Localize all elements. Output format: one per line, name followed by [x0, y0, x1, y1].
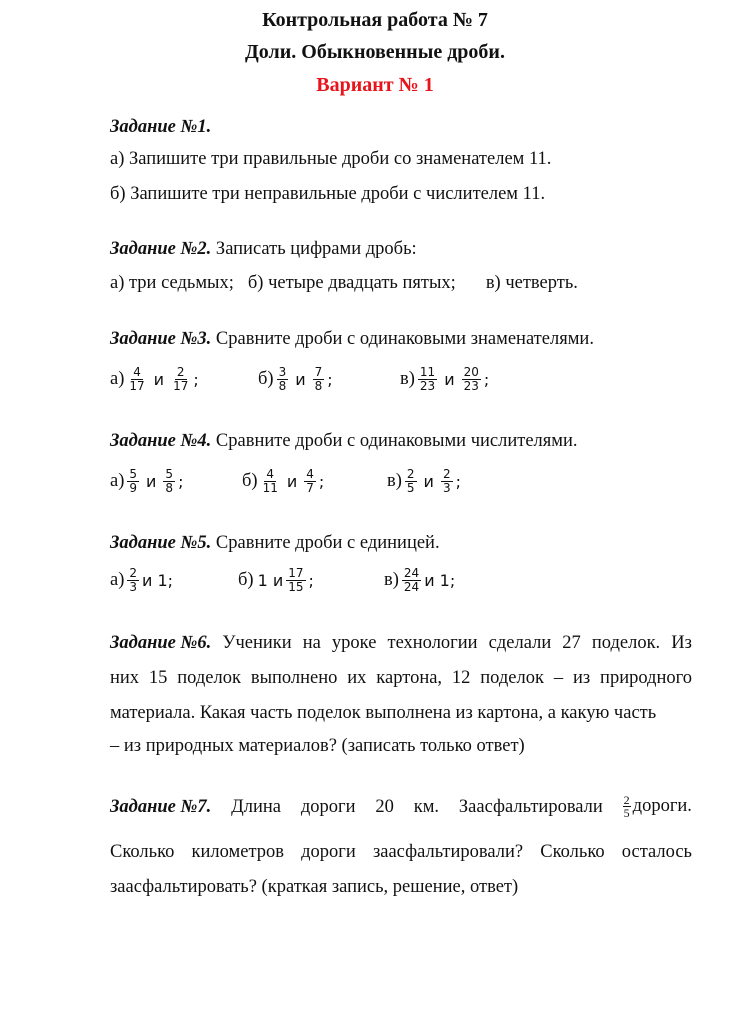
- compare-item: [387, 468, 461, 495]
- denominator: 3: [129, 580, 138, 594]
- item-label: в): [400, 369, 415, 389]
- fraction-phrase: [623, 794, 692, 819]
- task-heading: Задание №6.: [110, 633, 212, 653]
- task2-title: [110, 237, 417, 261]
- task-heading: Задание №2.: [110, 239, 212, 259]
- denominator: 23: [463, 379, 479, 393]
- denominator: 7: [306, 481, 314, 495]
- word: 20: [375, 796, 394, 817]
- task-heading: Задание №1.: [110, 117, 212, 137]
- task5-item-c: [384, 567, 455, 594]
- fraction: [171, 366, 190, 393]
- task-text: Сравните дроби с единицей.: [211, 533, 440, 553]
- item-a: а) три седьмых;: [110, 273, 234, 293]
- denominator: 8: [278, 379, 287, 393]
- task-text: Сравните дроби с одинаковыми знаменателями.: [211, 329, 594, 349]
- conjunction: и: [286, 472, 298, 491]
- denominator: 5: [406, 481, 415, 495]
- word: Заасфальтировали: [458, 796, 603, 817]
- word: 27: [562, 633, 581, 653]
- word: Из: [671, 633, 692, 653]
- compare-item: [400, 366, 489, 393]
- task7-line1: [110, 794, 692, 819]
- fraction: [286, 567, 305, 594]
- denominator: 5: [623, 806, 630, 821]
- fraction: [261, 468, 280, 495]
- numerator: 2: [623, 793, 630, 808]
- word: уроке: [331, 633, 377, 653]
- denominator: 8: [165, 481, 174, 495]
- word: поделок.: [591, 633, 661, 653]
- numerator: 17: [288, 566, 304, 580]
- item-label: в): [384, 570, 399, 590]
- variant-label: Вариант № 1: [316, 74, 434, 96]
- fraction: [163, 468, 175, 495]
- denominator: 17: [173, 379, 189, 393]
- denominator: 11: [262, 481, 278, 495]
- task7-line3: заасфальтировать? (краткая запись, решение, ответ): [110, 877, 519, 897]
- numerator: 2: [442, 467, 451, 481]
- denominator: 9: [129, 481, 138, 495]
- semicolon: ;: [318, 472, 325, 491]
- denominator: 17: [129, 379, 145, 393]
- task1-b: б) Запишите три неправильные дроби с числителем 11.: [110, 184, 546, 204]
- semicolon: ;: [455, 472, 461, 491]
- fraction: [405, 468, 417, 495]
- fraction: [304, 468, 316, 495]
- denominator: 3: [442, 481, 451, 495]
- word: дороги: [301, 842, 356, 862]
- task-text: Записать цифрами дробь:: [211, 239, 417, 259]
- word: Длина: [231, 796, 282, 817]
- task-heading: Задание №7.: [110, 796, 212, 817]
- item-c: в) четверть.: [485, 273, 578, 293]
- item-label: а): [110, 570, 125, 590]
- word: Сколько: [540, 842, 605, 862]
- word: Ученики: [222, 633, 292, 653]
- semicolon: ;: [178, 472, 184, 491]
- denominator: 15: [288, 580, 304, 594]
- word: заасфальтировали?: [372, 842, 524, 862]
- word: дороги.: [632, 796, 692, 816]
- fraction: [127, 567, 139, 594]
- conjunction: и: [153, 370, 165, 389]
- task6-line3: материала. Какая часть поделок выполнена из картона, а какую часть: [110, 703, 657, 723]
- numerator: 2: [176, 365, 185, 379]
- conjunction: и: [423, 472, 434, 491]
- fraction: [127, 366, 146, 393]
- doc-subtitle: Доли. Обыкновенные дроби.: [245, 41, 505, 63]
- numerator: 7: [314, 365, 323, 379]
- word: км.: [413, 796, 440, 817]
- task2-items: [110, 271, 578, 295]
- item-text: и 1;: [142, 571, 174, 590]
- denominator: 24: [403, 580, 420, 594]
- compare-item: [242, 468, 324, 495]
- conjunction: и: [146, 472, 157, 491]
- word: километров: [191, 842, 284, 862]
- fraction: [402, 567, 421, 594]
- fraction: [313, 366, 325, 393]
- task5-item-a: [110, 567, 173, 594]
- task1-a: а) Запишите три правильные дроби со знаменателем 11.: [110, 149, 552, 169]
- item-label: б): [258, 369, 274, 389]
- item-text: 1 и: [257, 571, 284, 590]
- numerator: 20: [463, 365, 479, 379]
- compare-item: [258, 366, 333, 393]
- compare-item: [110, 468, 183, 495]
- word: осталось: [621, 842, 692, 862]
- task7-line2: [110, 840, 692, 864]
- fraction: [418, 366, 437, 393]
- item-label: б): [242, 471, 258, 491]
- semicolon: ;: [327, 370, 333, 389]
- word: дороги: [300, 796, 356, 817]
- task3-title: [110, 327, 594, 351]
- task6-line1: [110, 631, 692, 655]
- fraction: [127, 468, 139, 495]
- compare-item: [110, 366, 199, 393]
- numerator: 24: [403, 566, 420, 580]
- fraction: [462, 366, 481, 393]
- numerator: 2: [129, 566, 138, 580]
- task-heading: Задание №4.: [110, 431, 212, 451]
- conjunction: и: [295, 370, 306, 389]
- word: сделали: [488, 633, 552, 653]
- numerator: 3: [278, 365, 287, 379]
- word: на: [302, 633, 321, 653]
- item-label: а): [110, 369, 125, 389]
- numerator: 5: [165, 467, 174, 481]
- task-heading: Задание №5.: [110, 533, 212, 553]
- item-text: и 1;: [424, 571, 456, 590]
- task6-line4: – из природных материалов? (записать только ответ): [110, 736, 525, 756]
- doc-title: Контрольная работа № 7: [262, 9, 488, 31]
- denominator: 23: [419, 379, 436, 393]
- item-b: б) четыре двадцать пятых;: [247, 273, 456, 293]
- word: Сколько: [110, 842, 175, 862]
- task4-title: [110, 429, 578, 453]
- numerator: 2: [406, 467, 415, 481]
- word: технологии: [387, 633, 478, 653]
- numerator: 4: [306, 467, 314, 481]
- task6-line2: них 15 поделок выполнено их картона, 12 поделок – из природного: [110, 668, 692, 688]
- item-label: в): [387, 471, 402, 491]
- fraction: [623, 794, 631, 819]
- task1-title: [110, 115, 211, 139]
- numerator: 11: [419, 365, 436, 379]
- semicolon: ;: [193, 370, 199, 389]
- item-label: б): [238, 570, 254, 590]
- denominator: 8: [314, 379, 323, 393]
- fraction: [277, 366, 289, 393]
- numerator: 5: [129, 467, 138, 481]
- task-text: Сравните дроби с одинаковыми числителями.: [211, 431, 578, 451]
- task5-title: [110, 531, 440, 555]
- fraction: [441, 468, 453, 495]
- semicolon: ;: [308, 571, 314, 590]
- numerator: 4: [266, 467, 275, 481]
- task5-item-b: [238, 567, 314, 594]
- task-heading: Задание №3.: [110, 329, 212, 349]
- conjunction: и: [444, 370, 455, 389]
- item-label: а): [110, 471, 125, 491]
- numerator: 4: [133, 365, 141, 379]
- semicolon: ;: [483, 370, 490, 389]
